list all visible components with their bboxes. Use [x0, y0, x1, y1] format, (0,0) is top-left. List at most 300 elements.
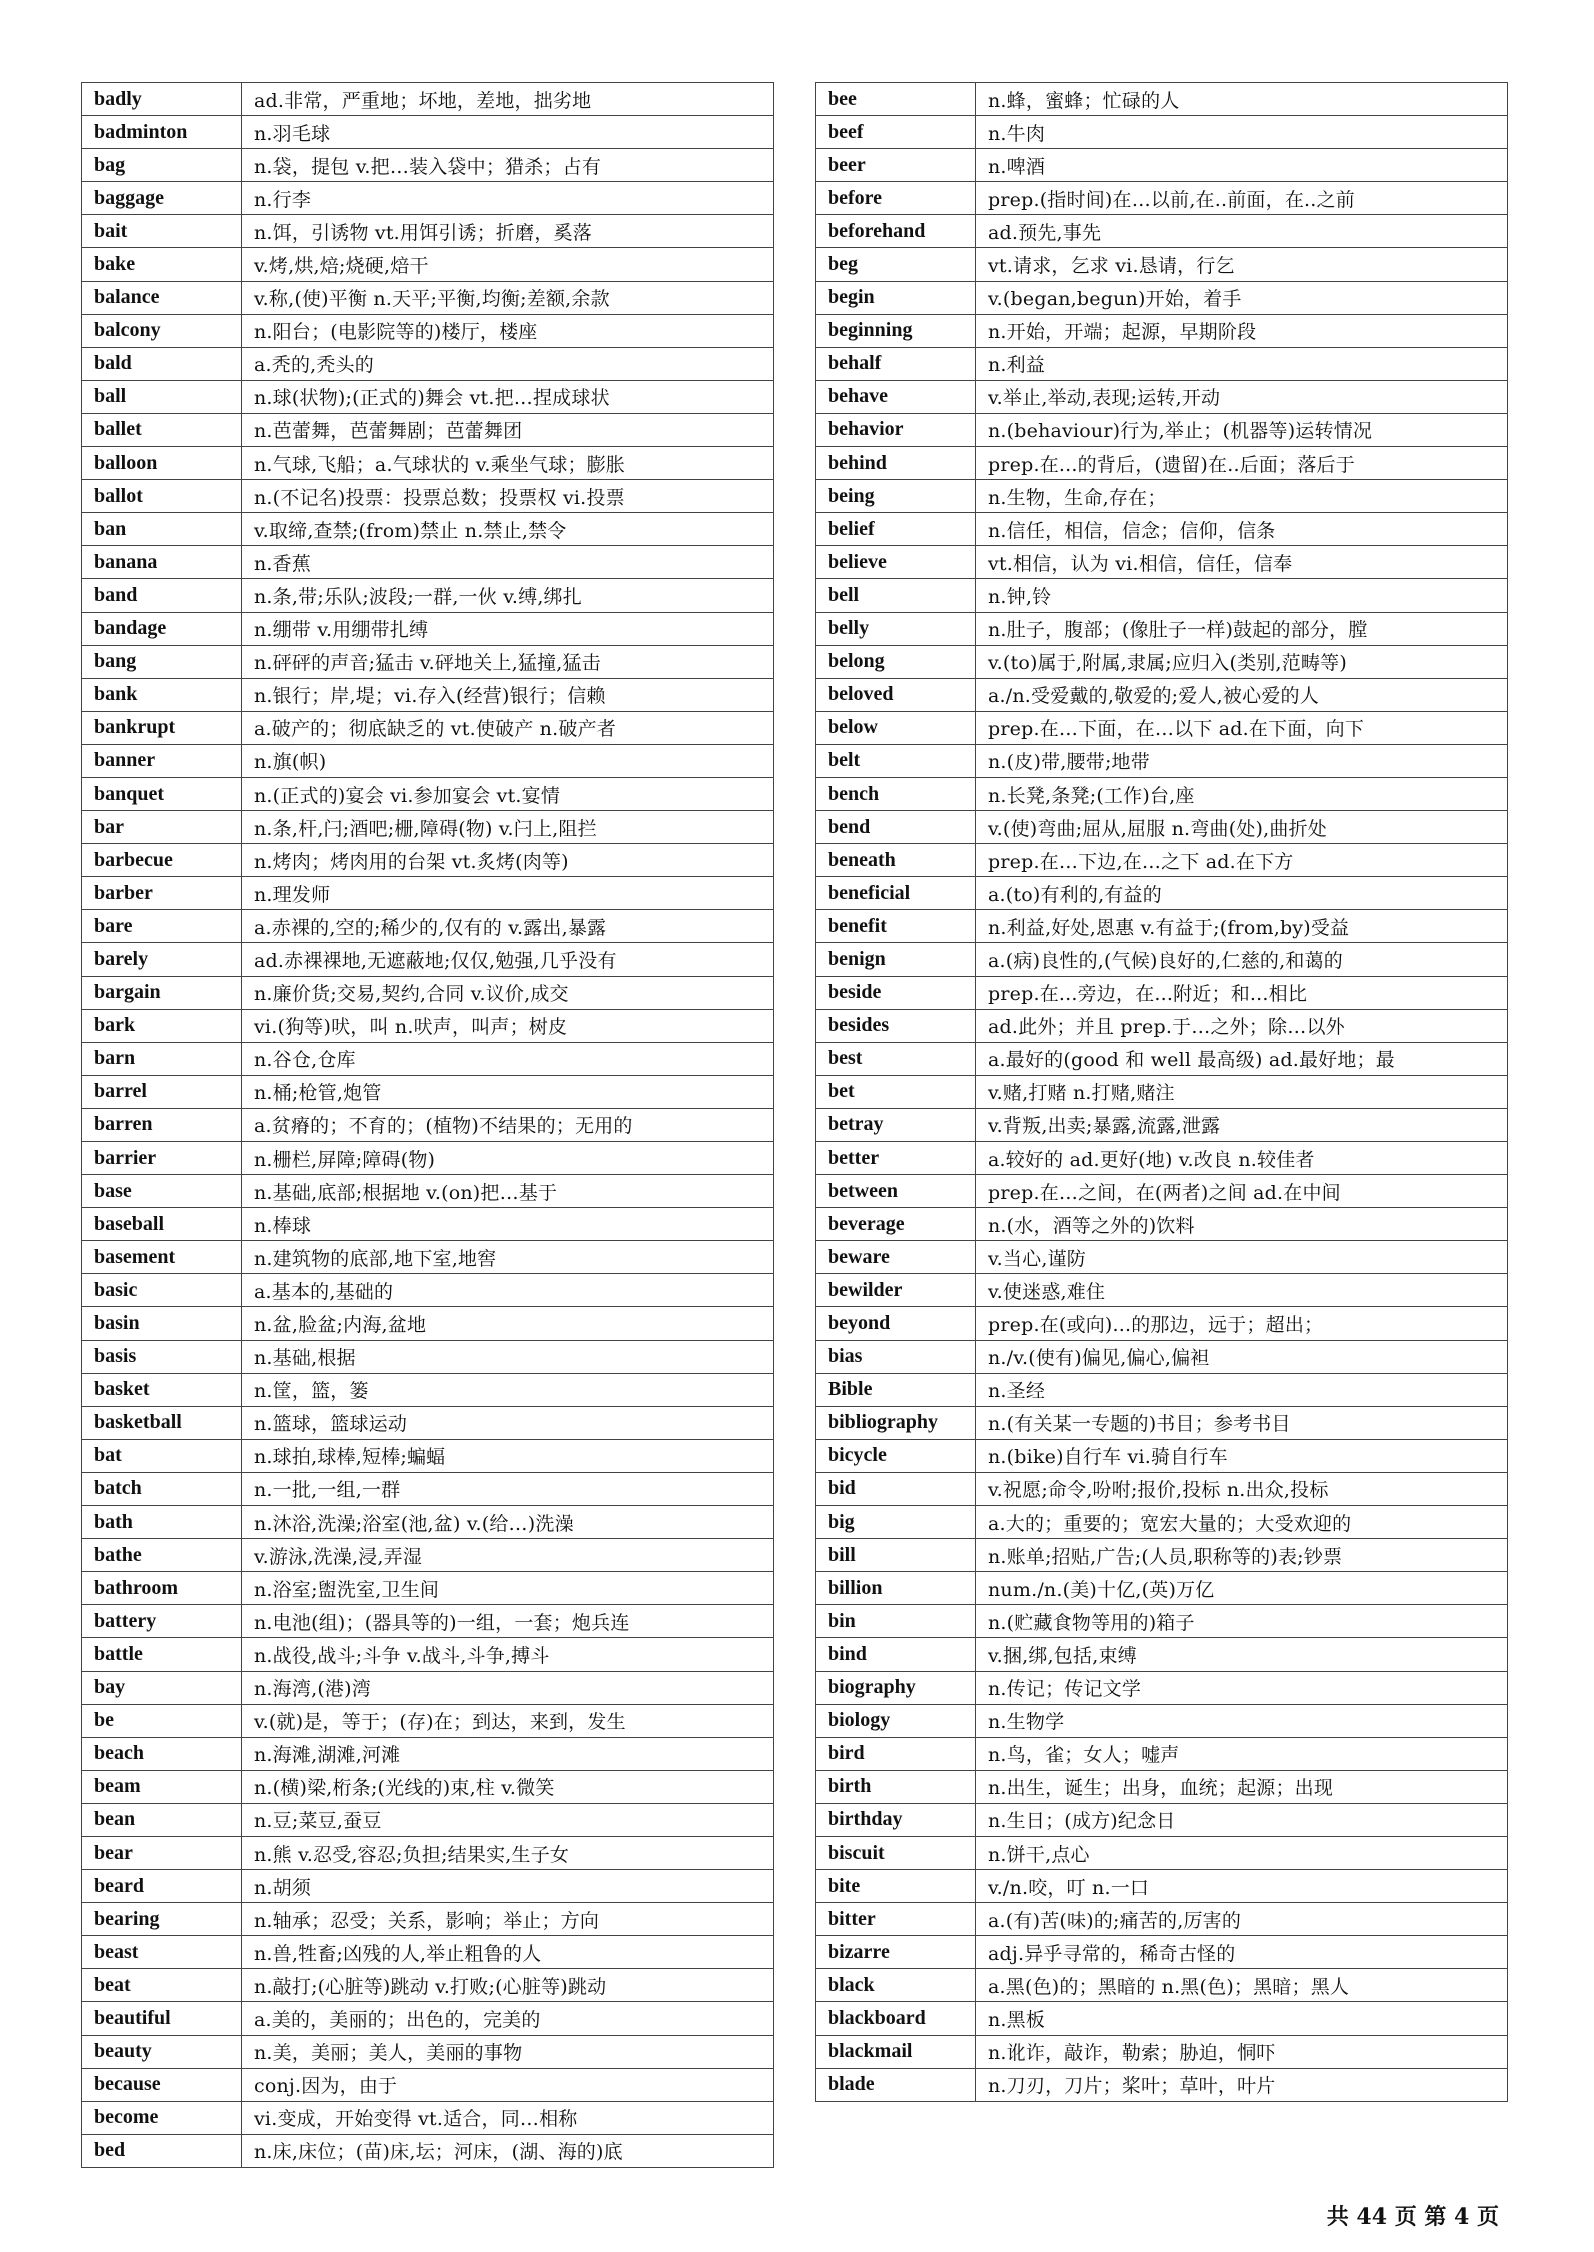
vocab-row [82, 1373, 774, 1406]
vocab-row [816, 645, 1508, 678]
vocab-word: base [82, 1175, 242, 1208]
vocab-definition: v.游泳,洗澡,浸,弄湿 [242, 1539, 774, 1572]
vocab-definition: a.(有)苦(味)的;痛苦的,厉害的 [976, 1903, 1508, 1936]
vocab-definition: v.取缔,查禁;(from)禁止 n.禁止,禁令 [242, 513, 774, 546]
vocab-row [816, 1539, 1508, 1572]
vocab-row [816, 976, 1508, 1009]
vocab-row [82, 1307, 774, 1340]
vocab-word: bed [82, 2134, 242, 2167]
vocab-row [816, 1042, 1508, 1075]
vocab-word: between [816, 1175, 976, 1208]
vocab-row [816, 413, 1508, 446]
vocab-row [82, 1803, 774, 1836]
vocab-word: bathe [82, 1539, 242, 1572]
vocab-word: banner [82, 744, 242, 777]
vocab-word: biology [816, 1704, 976, 1737]
vocab-definition: conj.因为，由于 [242, 2068, 774, 2101]
vocab-definition: v.称,(使)平衡 n.天平;平衡,均衡;差额,余款 [242, 281, 774, 314]
vocab-word: benign [816, 943, 976, 976]
vocab-row [816, 1108, 1508, 1141]
vocab-word: beard [82, 1870, 242, 1903]
vocab-word: bank [82, 678, 242, 711]
vocab-definition: adj.异乎寻常的，稀奇古怪的 [976, 1936, 1508, 1969]
page-number: 共 44 页 第 4 页 [1326, 2204, 1499, 2230]
vocab-row [816, 2068, 1508, 2101]
vocab-row [816, 182, 1508, 215]
vocab-definition: a.贫瘠的；不育的；(植物)不结果的；无用的 [242, 1108, 774, 1141]
vocab-row [82, 1870, 774, 1903]
vocab-word: bare [82, 910, 242, 943]
vocab-row [816, 1274, 1508, 1307]
vocab-definition: n.栅栏,屏障;障碍(物) [242, 1142, 774, 1175]
vocab-definition: prep.在(或向)...的那边，远于；超出； [976, 1307, 1508, 1340]
vocab-word: basic [82, 1274, 242, 1307]
vocab-word: believe [816, 546, 976, 579]
vocab-row [816, 744, 1508, 777]
vocab-row [816, 149, 1508, 182]
vocab-word: barber [82, 877, 242, 910]
vocab-word: bird [816, 1737, 976, 1770]
vocab-word: beautiful [82, 2002, 242, 2035]
vocab-table-right-body [816, 83, 1508, 2102]
vocab-row [816, 1406, 1508, 1439]
vocab-row [82, 1704, 774, 1737]
vocab-word: barn [82, 1042, 242, 1075]
vocab-row [816, 546, 1508, 579]
vocab-word: below [816, 711, 976, 744]
vocab-definition: n.(有关某一专题的)书目；参考书目 [976, 1406, 1508, 1439]
vocab-word: bean [82, 1803, 242, 1836]
vocab-row [816, 116, 1508, 149]
vocab-row [82, 1969, 774, 2002]
vocab-row [816, 480, 1508, 513]
vocab-word: battle [82, 1638, 242, 1671]
vocab-row [816, 1075, 1508, 1108]
vocab-definition: a./n.受爱戴的,敬爱的;爱人,被心爱的人 [976, 678, 1508, 711]
vocab-row [816, 83, 1508, 116]
vocab-word: basketball [82, 1406, 242, 1439]
vocab-row [82, 83, 774, 116]
vocab-word: balloon [82, 447, 242, 480]
vocab-word: bicycle [816, 1439, 976, 1472]
vocab-row [82, 976, 774, 1009]
vocab-word: bitter [816, 1903, 976, 1936]
vocab-row [82, 943, 774, 976]
vocab-word: bid [816, 1472, 976, 1505]
vocab-definition: n.条,杆,闩;酒吧;栅,障碍(物) v.闩上,阻拦 [242, 811, 774, 844]
vocab-row [82, 2068, 774, 2101]
vocab-definition: v.使迷惑,难住 [976, 1274, 1508, 1307]
vocab-word: biography [816, 1671, 976, 1704]
vocab-word: bang [82, 645, 242, 678]
vocab-definition: vt.请求，乞求 vi.恳请，行乞 [976, 248, 1508, 281]
vocab-definition: n.电池(组)；(器具等的)一组，一套；炮兵连 [242, 1605, 774, 1638]
vocab-definition: n.黑板 [976, 2002, 1508, 2035]
vocab-row [816, 1009, 1508, 1042]
vocab-definition: n.(不记名)投票：投票总数；投票权 vi.投票 [242, 480, 774, 513]
vocab-row [82, 645, 774, 678]
vocab-definition: a.美的，美丽的；出色的，完美的 [242, 2002, 774, 2035]
vocab-row [816, 1175, 1508, 1208]
vocab-definition: n.(横)梁,桁条;(光线的)束,柱 v.微笑 [242, 1770, 774, 1803]
vocab-word: because [82, 2068, 242, 2101]
vocab-definition: a.大的；重要的；宽宏大量的；大受欢迎的 [976, 1506, 1508, 1539]
vocab-word: balcony [82, 314, 242, 347]
vocab-word: beforehand [816, 215, 976, 248]
vocab-definition: n.袋，提包 v.把…装入袋中；猎杀；占有 [242, 149, 774, 182]
vocab-word: barely [82, 943, 242, 976]
vocab-row [816, 447, 1508, 480]
vocab-word: belly [816, 612, 976, 645]
vocab-word: better [816, 1142, 976, 1175]
vocab-table-left-body [82, 83, 774, 2168]
vocab-row [82, 1936, 774, 1969]
vocab-row [82, 380, 774, 413]
vocab-definition: n.沐浴,洗澡;浴室(池,盆) v.(给…)洗澡 [242, 1506, 774, 1539]
vocab-row [82, 811, 774, 844]
vocab-word: beauty [82, 2035, 242, 2068]
vocab-row [82, 546, 774, 579]
vocab-row [82, 1241, 774, 1274]
vocab-definition: n.气球,飞船；a.气球状的 v.乘坐气球；膨胀 [242, 447, 774, 480]
vocab-definition: n.生物，生命,存在； [976, 480, 1508, 513]
vocab-definition: vi.(狗等)吠，叫 n.吠声，叫声；树皮 [242, 1009, 774, 1042]
vocab-definition: n.芭蕾舞，芭蕾舞剧；芭蕾舞团 [242, 413, 774, 446]
vocab-definition: a.赤裸的,空的;稀少的,仅有的 v.露出,暴露 [242, 910, 774, 943]
vocab-definition: n.烤肉；烤肉用的台架 vt.炙烤(肉等) [242, 844, 774, 877]
vocab-definition: n.银行；岸,堤；vi.存入(经营)银行；信赖 [242, 678, 774, 711]
vocab-word: bait [82, 215, 242, 248]
vocab-word: batch [82, 1472, 242, 1505]
vocab-word: badly [82, 83, 242, 116]
vocab-word: become [82, 2101, 242, 2134]
vocab-word: beast [82, 1936, 242, 1969]
vocab-definition: n.理发师 [242, 877, 774, 910]
vocab-definition: n.利益 [976, 347, 1508, 380]
vocab-row [82, 116, 774, 149]
vocab-definition: n.筐，篮，篓 [242, 1373, 774, 1406]
vocab-row [816, 1605, 1508, 1638]
vocab-word: beside [816, 976, 976, 1009]
vocab-row [82, 149, 774, 182]
vocab-word: ball [82, 380, 242, 413]
vocab-definition: n.轴承；忍受；关系，影响；举止；方向 [242, 1903, 774, 1936]
vocab-row [816, 1472, 1508, 1505]
vocab-definition: n.羽毛球 [242, 116, 774, 149]
vocab-definition: n.海湾,(港)湾 [242, 1671, 774, 1704]
vocab-row [82, 1903, 774, 1936]
vocab-word: baggage [82, 182, 242, 215]
vocab-definition: vt.相信，认为 vi.相信，信任，信奉 [976, 546, 1508, 579]
vocab-word: bandage [82, 612, 242, 645]
vocab-row [816, 281, 1508, 314]
vocab-word: beneficial [816, 877, 976, 910]
vocab-row [82, 678, 774, 711]
vocab-definition: n.圣经 [976, 1373, 1508, 1406]
vocab-word: beverage [816, 1208, 976, 1241]
vocab-row [816, 2035, 1508, 2068]
vocab-word: behind [816, 447, 976, 480]
vocab-row [82, 579, 774, 612]
vocab-table-right [815, 82, 1508, 2102]
vocab-definition: a.破产的；彻底缺乏的 vt.使破产 n.破产者 [242, 711, 774, 744]
vocab-word: banquet [82, 777, 242, 810]
vocab-row [82, 2134, 774, 2167]
vocab-row [816, 777, 1508, 810]
vocab-row [82, 480, 774, 513]
vocab-definition: ad.预先,事先 [976, 215, 1508, 248]
vocab-definition: v.(to)属于,附属,隶属;应归入(类别,范畴等) [976, 645, 1508, 678]
vocab-row [82, 877, 774, 910]
vocab-word: basis [82, 1340, 242, 1373]
vocab-definition: n.廉价货;交易,契约,合同 v.议价,成交 [242, 976, 774, 1009]
vocab-row [82, 844, 774, 877]
vocab-definition: n.旗(帜) [242, 744, 774, 777]
vocab-definition: n.床,床位；(苗)床,坛；河床，(湖、海的)底 [242, 2134, 774, 2167]
vocab-word: bee [816, 83, 976, 116]
vocab-definition: n.鸟，雀；女人；嘘声 [976, 1737, 1508, 1770]
vocab-row [82, 182, 774, 215]
vocab-word: behavior [816, 413, 976, 446]
vocab-row [82, 1737, 774, 1770]
vocab-word: bite [816, 1870, 976, 1903]
vocab-definition: prep.在…下边,在…之下 ad.在下方 [976, 844, 1508, 877]
vocab-definition: n.利益,好处,恩惠 v.有益于;(from,by)受益 [976, 910, 1508, 943]
vocab-word: banana [82, 546, 242, 579]
vocab-word: basket [82, 1373, 242, 1406]
vocab-word: birthday [816, 1803, 976, 1836]
vocab-word: blackboard [816, 2002, 976, 2035]
vocab-word: bake [82, 248, 242, 281]
vocab-definition: n.战役,战斗;斗争 v.战斗,斗争,搏斗 [242, 1638, 774, 1671]
vocab-row [816, 1340, 1508, 1373]
vocab-word: beef [816, 116, 976, 149]
vocab-word: ballot [82, 480, 242, 513]
vocab-row [82, 1042, 774, 1075]
vocab-word: best [816, 1042, 976, 1075]
vocab-row [82, 2101, 774, 2134]
vocab-row [82, 1572, 774, 1605]
vocab-row [82, 413, 774, 446]
vocab-row [82, 1439, 774, 1472]
vocab-row [816, 1241, 1508, 1274]
vocab-definition: n.(behaviour)行为,举止；(机器等)运转情况 [976, 413, 1508, 446]
vocab-definition: n.账单;招贴,广告;(人员,职称等的)表;钞票 [976, 1539, 1508, 1572]
vocab-definition: v.捆,绑,包括,束缚 [976, 1638, 1508, 1671]
vocab-definition: n.行李 [242, 182, 774, 215]
vocab-word: beam [82, 1770, 242, 1803]
vocab-word: bias [816, 1340, 976, 1373]
vocab-definition: n.讹诈，敲诈，勒索；胁迫，恫吓 [976, 2035, 1508, 2068]
vocab-word: barren [82, 1108, 242, 1141]
vocab-row [82, 1274, 774, 1307]
vocab-definition: n.传记；传记文学 [976, 1671, 1508, 1704]
vocab-definition: n.浴室;盥洗室,卫生间 [242, 1572, 774, 1605]
vocab-word: ban [82, 513, 242, 546]
vocab-word: basement [82, 1241, 242, 1274]
vocab-word: bar [82, 811, 242, 844]
vocab-row [816, 910, 1508, 943]
vocab-word: beware [816, 1241, 976, 1274]
vocab-row [816, 1373, 1508, 1406]
vocab-definition: n.砰砰的声音;猛击 v.砰地关上,猛撞,猛击 [242, 645, 774, 678]
vocab-word: black [816, 1969, 976, 2002]
vocab-word: bewilder [816, 1274, 976, 1307]
vocab-word: battery [82, 1605, 242, 1638]
vocab-word: blade [816, 2068, 976, 2101]
vocab-definition: n.蜂，蜜蜂；忙碌的人 [976, 83, 1508, 116]
vocab-row [816, 1506, 1508, 1539]
vocab-definition: n.开始，开端；起源，早期阶段 [976, 314, 1508, 347]
vocab-word: belt [816, 744, 976, 777]
vocab-definition: n.钟,铃 [976, 579, 1508, 612]
vocab-word: bill [816, 1539, 976, 1572]
vocab-definition: n.美，美丽；美人，美丽的事物 [242, 2035, 774, 2068]
vocab-word: biscuit [816, 1836, 976, 1869]
vocab-word: belief [816, 513, 976, 546]
vocab-row [816, 2002, 1508, 2035]
vocab-word: bearing [82, 1903, 242, 1936]
vocab-row [82, 1108, 774, 1141]
vocab-definition: a.(病)良性的,(气候)良好的,仁慈的,和蔼的 [976, 943, 1508, 976]
vocab-row [82, 1340, 774, 1373]
vocab-word: bend [816, 811, 976, 844]
vocab-definition: n.棒球 [242, 1208, 774, 1241]
vocab-row [82, 744, 774, 777]
vocab-word: Bible [816, 1373, 976, 1406]
vocab-row [82, 1506, 774, 1539]
vocab-row [82, 2002, 774, 2035]
vocab-definition: n.生物学 [976, 1704, 1508, 1737]
vocab-definition: n.胡须 [242, 1870, 774, 1903]
vocab-definition: n.绷带 v.用绷带扎缚 [242, 612, 774, 645]
vocab-word: besides [816, 1009, 976, 1042]
vocab-row [82, 1671, 774, 1704]
vocab-definition: num./n.(美)十亿,(英)万亿 [976, 1572, 1508, 1605]
vocab-row [816, 1969, 1508, 2002]
vocab-row [82, 1142, 774, 1175]
vocab-definition: n.球拍,球棒,短棒;蝙蝠 [242, 1439, 774, 1472]
vocab-definition: n.谷仓,仓库 [242, 1042, 774, 1075]
vocab-row [82, 711, 774, 744]
vocab-row [816, 1671, 1508, 1704]
vocab-row [816, 1307, 1508, 1340]
vocab-definition: v.举止,举动,表现;运转,开动 [976, 380, 1508, 413]
vocab-word: beyond [816, 1307, 976, 1340]
vocab-row [816, 811, 1508, 844]
vocab-row [816, 1142, 1508, 1175]
vocab-row [816, 579, 1508, 612]
vocab-definition: v.(began,begun)开始，着手 [976, 281, 1508, 314]
vocab-definition: n.刀刃，刀片；桨叶；草叶，叶片 [976, 2068, 1508, 2101]
vocab-word: bin [816, 1605, 976, 1638]
vocab-row [82, 1075, 774, 1108]
vocab-definition: n.(正式的)宴会 vi.参加宴会 vt.宴情 [242, 777, 774, 810]
vocab-definition: n.肚子，腹部；(像肚子一样)鼓起的部分，膛 [976, 612, 1508, 645]
vocab-row [816, 612, 1508, 645]
vocab-word: belong [816, 645, 976, 678]
vocab-row [82, 1638, 774, 1671]
vocab-definition: n.熊 v.忍受,容忍;负担;结果实,生子女 [242, 1836, 774, 1869]
vocab-row [816, 1638, 1508, 1671]
vocab-word: basin [82, 1307, 242, 1340]
vocab-definition: n.篮球，篮球运动 [242, 1406, 774, 1439]
vocab-word: bag [82, 149, 242, 182]
vocab-definition: n.海滩,湖滩,河滩 [242, 1737, 774, 1770]
vocab-definition: n.盆,脸盆;内海,盆地 [242, 1307, 774, 1340]
vocab-row [816, 1572, 1508, 1605]
vocab-definition: n.桶;枪管,炮管 [242, 1075, 774, 1108]
vocab-row [82, 1836, 774, 1869]
vocab-word: barrel [82, 1075, 242, 1108]
vocab-definition: v.当心,谨防 [976, 1241, 1508, 1274]
vocab-definition: v.(使)弯曲;屈从,屈服 n.弯曲(处),曲折处 [976, 811, 1508, 844]
vocab-definition: n.生日；(成方)纪念日 [976, 1803, 1508, 1836]
vocab-word: betray [816, 1108, 976, 1141]
vocab-row [816, 1770, 1508, 1803]
vocab-row [82, 447, 774, 480]
vocab-row [82, 1539, 774, 1572]
vocab-word: bizarre [816, 1936, 976, 1969]
vocab-definition: v.赌,打赌 n.打赌,赌注 [976, 1075, 1508, 1108]
vocab-word: being [816, 480, 976, 513]
vocab-word: bell [816, 579, 976, 612]
vocab-definition: n.出生，诞生；出身，血统；起源；出现 [976, 1770, 1508, 1803]
vocab-word: beg [816, 248, 976, 281]
vocab-definition: n.(bike)自行车 vi.骑自行车 [976, 1439, 1508, 1472]
vocab-definition: a.最好的(good 和 well 最高级) ad.最好地；最 [976, 1042, 1508, 1075]
vocab-definition: n.饼干,点心 [976, 1836, 1508, 1869]
vocab-definition: n.豆;菜豆,蚕豆 [242, 1803, 774, 1836]
vocab-row [82, 2035, 774, 2068]
vocab-definition: prep.在…之间，在(两者)之间 ad.在中间 [976, 1175, 1508, 1208]
vocab-definition: n.基础,底部;根据地 v.(on)把…基于 [242, 1175, 774, 1208]
vocab-row [82, 314, 774, 347]
vocab-row [816, 1704, 1508, 1737]
vocab-row [816, 844, 1508, 877]
vocab-row [82, 910, 774, 943]
vocab-word: before [816, 182, 976, 215]
vocab-row [816, 314, 1508, 347]
vocab-word: beginning [816, 314, 976, 347]
vocab-word: bench [816, 777, 976, 810]
vocab-word: behave [816, 380, 976, 413]
vocab-row [816, 711, 1508, 744]
vocab-definition: n.基础,根据 [242, 1340, 774, 1373]
vocab-word: be [82, 1704, 242, 1737]
vocab-row [816, 1208, 1508, 1241]
vocab-word: beer [816, 149, 976, 182]
vocab-row [816, 347, 1508, 380]
vocab-word: beloved [816, 678, 976, 711]
vocab-definition: prep.(指时间)在…以前,在..前面，在..之前 [976, 182, 1508, 215]
vocab-word: bathroom [82, 1572, 242, 1605]
vocab-definition: ad.非常，严重地；坏地，差地，拙劣地 [242, 83, 774, 116]
vocab-word: baseball [82, 1208, 242, 1241]
vocab-word: bat [82, 1439, 242, 1472]
vocab-definition: n.牛肉 [976, 116, 1508, 149]
vocab-word: beat [82, 1969, 242, 2002]
vocab-definition: v.烤,烘,焙;烧硬,焙干 [242, 248, 774, 281]
vocab-definition: n.啤酒 [976, 149, 1508, 182]
vocab-row [82, 777, 774, 810]
vocab-definition: n.(皮)带,腰带;地带 [976, 744, 1508, 777]
vocab-definition: n.条,带;乐队;波段;一群,一伙 v.缚,绑扎 [242, 579, 774, 612]
vocab-definition: prep.在…下面，在…以下 ad.在下面，向下 [976, 711, 1508, 744]
vocab-definition: vi.变成，开始变得 vt.适合，同…相称 [242, 2101, 774, 2134]
vocab-definition: n.敲打;(心脏等)跳动 v.打败;(心脏等)跳动 [242, 1969, 774, 2002]
vocab-definition: a.基本的,基础的 [242, 1274, 774, 1307]
